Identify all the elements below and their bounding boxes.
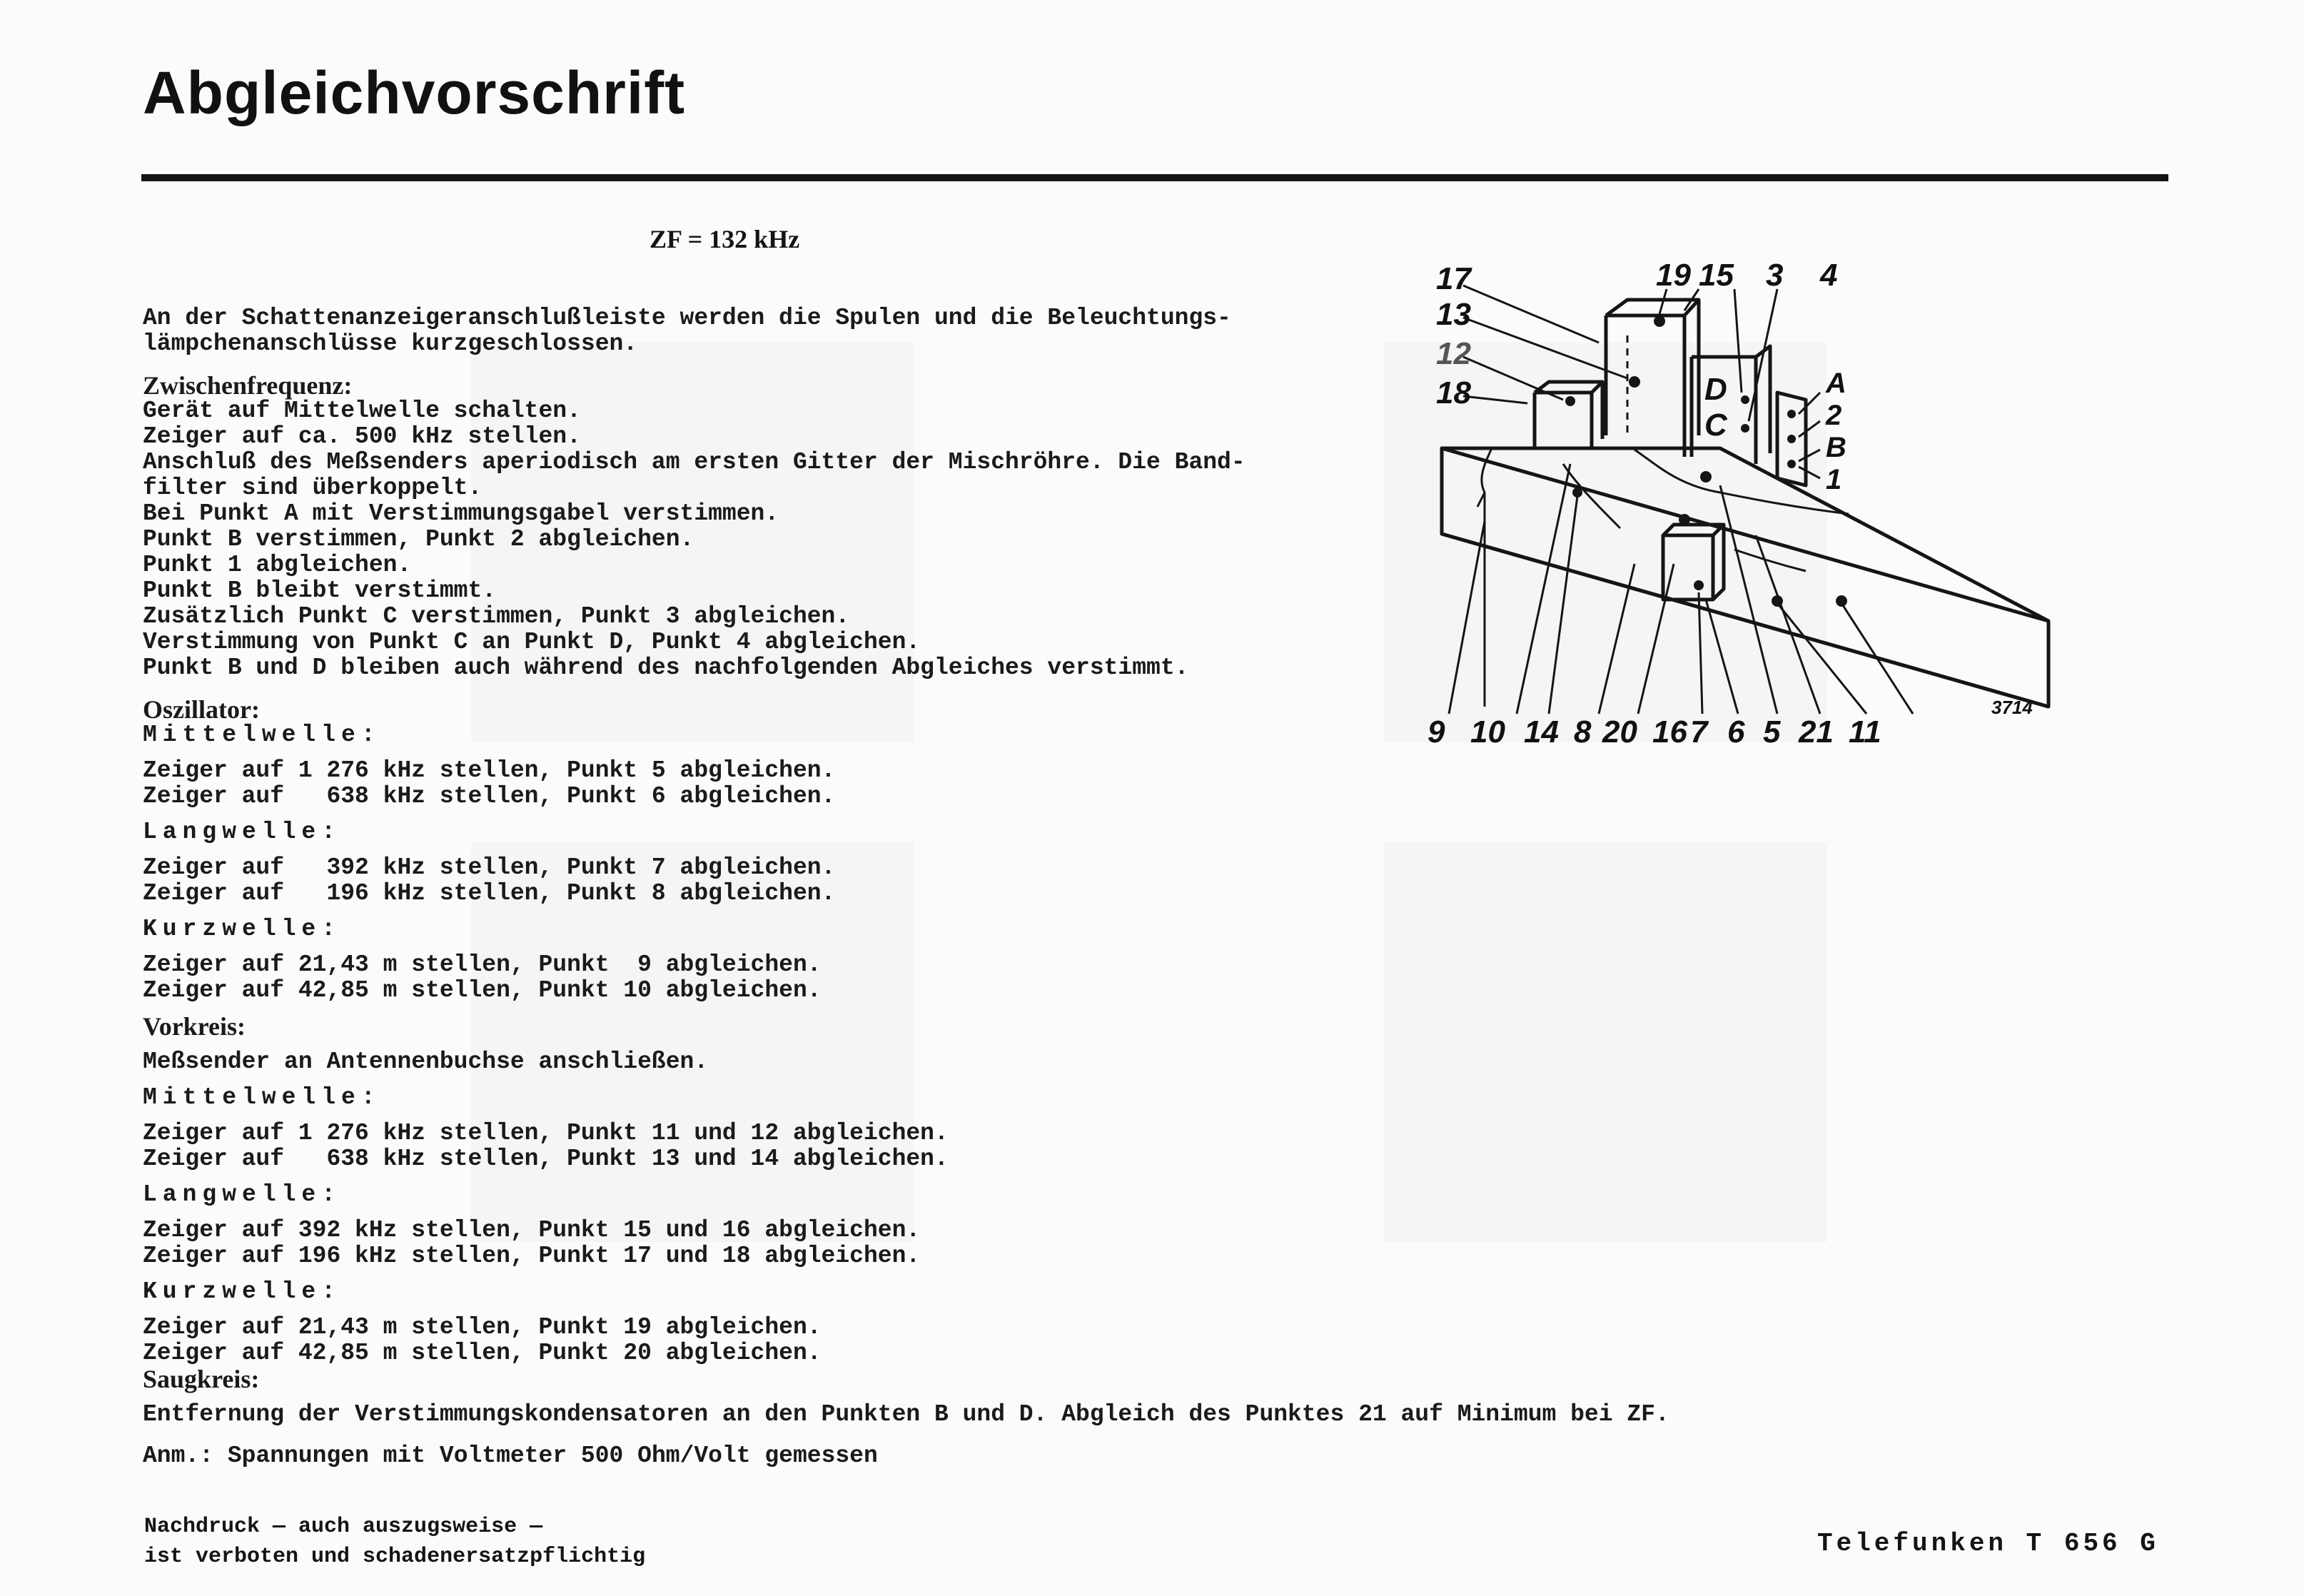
- diagram-label-2: 2: [1826, 400, 1842, 431]
- zf-line: Punkt B und D bleiben auch während des nachfolgenden Abgleiches verstimmt.: [143, 655, 1189, 681]
- saugkreis-line: Entfernung der Verstimmungskondensatoren an den Punkten B und D. Abgleich des Punktes 21 auf Minimum bei ZF.: [143, 1401, 1669, 1428]
- diagram-label-5: 5: [1763, 714, 1781, 749]
- oszillator-lw-label: Langwelle:: [143, 819, 342, 845]
- vorkreis-kw-label: Kurzwelle:: [143, 1278, 342, 1305]
- copyright-line: Nachdruck — auch auszugsweise —: [144, 1515, 543, 1539]
- diagram-label-10: 10: [1470, 714, 1505, 749]
- vorkreis-mw-line: Zeiger auf 638 kHz stellen, Punkt 13 und 14 abgleichen.: [143, 1146, 949, 1172]
- diagram-label-19: 19: [1656, 258, 1691, 293]
- instructions-body: [143, 305, 1669, 1469]
- model-designation: Telefunken T 656 G: [1817, 1529, 2159, 1558]
- zf-value: ZF = 132 kHz: [650, 225, 800, 253]
- oszillator-kw-line: Zeiger auf 42,85 m stellen, Punkt 10 abgleichen.: [143, 977, 822, 1004]
- anm-text: Spannungen mit Voltmeter 500 Ohm/Volt gemessen: [227, 1443, 878, 1469]
- zf-line: filter sind überkoppelt.: [143, 475, 482, 501]
- saugkreis-heading: Saugkreis:: [143, 1365, 260, 1393]
- vorkreis-mw-line: Zeiger auf 1 276 kHz stellen, Punkt 11 und 12 abgleichen.: [143, 1120, 949, 1146]
- diagram-label-14: 14: [1524, 714, 1559, 749]
- diagram-label-D: D: [1704, 372, 1727, 407]
- page-title: Abgleichvorschrift: [143, 59, 686, 126]
- vorkreis-kw-line: Zeiger auf 42,85 m stellen, Punkt 20 abgleichen.: [143, 1340, 822, 1366]
- diagram-label-20: 20: [1602, 714, 1637, 749]
- diagram-label-8: 8: [1574, 714, 1592, 749]
- diagram-label-1: 1: [1826, 464, 1842, 495]
- vorkreis-heading: Vorkreis:: [143, 1012, 246, 1041]
- diagram-ref-number: 3714: [1991, 697, 2033, 718]
- oszillator-mw-line: Zeiger auf 1 276 kHz stellen, Punkt 5 abgleichen.: [143, 757, 836, 784]
- zf-line: Gerät auf Mittelwelle schalten.: [143, 398, 581, 424]
- intro-line: lämpchenanschlüsse kurzgeschlossen.: [143, 330, 638, 357]
- vorkreis-lw-line: Zeiger auf 392 kHz stellen, Punkt 15 und 16 abgleichen.: [143, 1217, 921, 1243]
- oszillator-mw-label: Mittelwelle:: [143, 722, 381, 748]
- oszillator-kw-line: Zeiger auf 21,43 m stellen, Punkt 9 abgleichen.: [143, 951, 822, 978]
- title-divider: [141, 174, 2168, 181]
- zf-line: Bei Punkt A mit Verstimmungsgabel verstimmen.: [143, 500, 779, 527]
- copyright-line: ist verboten und schadenersatzpflichtig: [144, 1545, 646, 1569]
- diagram-label-B: B: [1826, 432, 1846, 463]
- oszillator-lw-line: Zeiger auf 196 kHz stellen, Punkt 8 abgleichen.: [143, 880, 836, 906]
- diagram-label-3: 3: [1766, 258, 1784, 293]
- diagram-label-4: 4: [1820, 258, 1838, 293]
- diagram-label-21: 21: [1799, 714, 1834, 749]
- vorkreis-mw-label: Mittelwelle:: [143, 1084, 381, 1111]
- zf-line: Verstimmung von Punkt C an Punkt D, Punkt 4 abgleichen.: [143, 629, 921, 655]
- diagram-label-A: A: [1826, 368, 1846, 399]
- zf-line: Anschluß des Meßsenders aperiodisch am ersten Gitter der Mischröhre. Die Band-: [143, 449, 1246, 475]
- diagram-label-15: 15: [1699, 258, 1734, 293]
- anm-line: [143, 1443, 1413, 1469]
- zf-line: Zusätzlich Punkt C verstimmen, Punkt 3 abgleichen.: [143, 603, 850, 630]
- oszillator-heading: Oszillator:: [143, 695, 260, 724]
- diagram-label-17: 17: [1436, 261, 1471, 296]
- oszillator-mw-line: Zeiger auf 638 kHz stellen, Punkt 6 abgleichen.: [143, 783, 836, 809]
- anm-label: Anm.:: [143, 1443, 214, 1469]
- diagram-label-13: 13: [1436, 297, 1471, 332]
- vorkreis-kw-line: Zeiger auf 21,43 m stellen, Punkt 19 abgleichen.: [143, 1314, 822, 1340]
- zf-line: Punkt B bleibt verstimmt.: [143, 577, 497, 604]
- vorkreis-lw-line: Zeiger auf 196 kHz stellen, Punkt 17 und 18 abgleichen.: [143, 1243, 921, 1269]
- diagram-label-7: 7: [1690, 714, 1708, 749]
- zf-line: Punkt B verstimmen, Punkt 2 abgleichen.: [143, 526, 694, 552]
- vorkreis-lw-label: Langwelle:: [143, 1181, 342, 1208]
- intro-line: An der Schattenanzeigeranschlußleiste werden die Spulen und die Beleuchtungs-: [143, 305, 1231, 331]
- oszillator-lw-line: Zeiger auf 392 kHz stellen, Punkt 7 abgleichen.: [143, 854, 836, 881]
- zf-heading: Zwischenfrequenz:: [143, 371, 353, 400]
- diagram-label-C: C: [1704, 408, 1727, 443]
- vorkreis-intro: Meßsender an Antennenbuchse anschließen.: [143, 1049, 709, 1075]
- diagram-label-12: 12: [1436, 336, 1471, 371]
- zf-line: Zeiger auf ca. 500 kHz stellen.: [143, 423, 581, 450]
- diagram-label-11: 11: [1849, 714, 1881, 749]
- diagram-label-16: 16: [1652, 714, 1687, 749]
- diagram-label-9: 9: [1428, 714, 1445, 749]
- diagram-label-6: 6: [1727, 714, 1745, 749]
- diagram-label-18: 18: [1436, 375, 1471, 410]
- alignment-diagram: [1420, 250, 2106, 749]
- copyright-notice: [144, 1512, 645, 1572]
- zf-line: Punkt 1 abgleichen.: [143, 552, 412, 578]
- oszillator-kw-label: Kurzwelle:: [143, 916, 342, 942]
